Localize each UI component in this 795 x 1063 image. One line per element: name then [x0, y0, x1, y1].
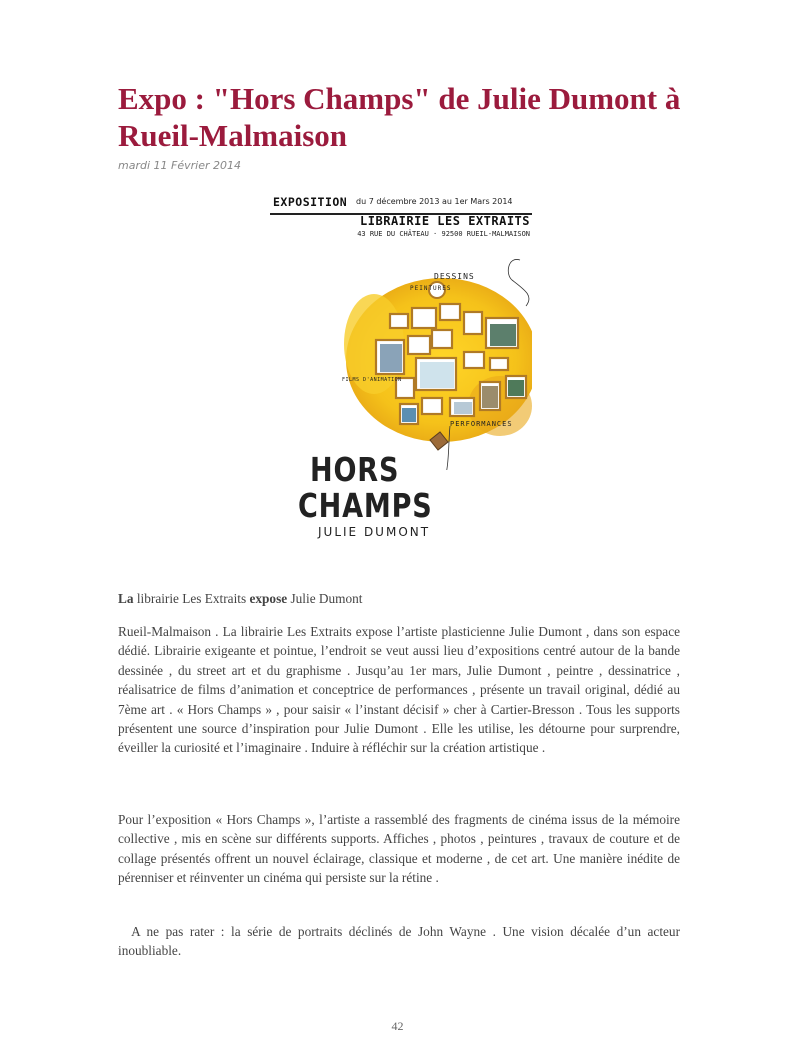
poster-title-champs: CHAMPS [298, 486, 433, 525]
caption-bold-la: La [118, 591, 134, 606]
poster-exposition-label: EXPOSITION [273, 195, 348, 209]
caption-text-1: librairie Les Extraits [133, 591, 250, 606]
poster-librairie: LIBRAIRIE LES EXTRAITS [360, 214, 530, 228]
poster-artist-name: JULIE DUMONT [318, 525, 431, 539]
poster-label-dessins: DESSINS [434, 272, 475, 281]
poster-label-films: FILMS D'ANIMATION [342, 377, 402, 383]
exhibition-poster [270, 192, 534, 568]
paragraph-highlight: A ne pas rater : la série de portraits déclinés de John Wayne . Une vision décalée d’un acteur inoubliable. [118, 924, 684, 959]
caption-bold-expose: expose [249, 591, 288, 606]
poster-label-peintures: PEINTURES [410, 285, 452, 292]
page-number: 42 [391, 1019, 404, 1033]
poster-address: 43 RUE DU CHÂTEAU · 92500 RUEIL-MALMAISON [357, 230, 530, 238]
post-date: mardi 11 Février 2014 [118, 159, 241, 172]
paragraph-intro: Rueil-Malmaison . La librairie Les Extraits expose l’artiste plasticienne Julie Dumont , dans son espace dédié. Librairie exigeante et pointue, l’endroit se veut aussi lieu d’expositions centré autour de la bande dessinée , du street art et du graphisme . Jusqu’au 1er mars, Julie Dumont , peintre , dessinatrice , réalisatrice de films d’animation et conceptrice de performances , présente un travail original, dédié au 7ème art . « Hors Champs » , pour saisir « l’instant décisif » cher à Cartier-Bresson . Tous les supports présentent une source d’inspiration pour Julie Dumont . Elle les utilise, les détourne pour surprendre, éveiller la curiosité et l’imaginaire . Induire à réfléchir sur la création artistique . [118, 624, 680, 756]
poster-label-performances: PERFORMANCES [450, 420, 513, 428]
paragraph-exhibition: Pour l’exposition « Hors Champs », l’artiste a rassemblé des fragments de cinéma issus de la mémoire collective , mis en scène sur différents supports. Affiches , photos , peintures , travaux de couture et de collage présentés offrent un nouvel éclairage, classique et moderne , de cet art. Une manière inédite de pérenniser et réinventer un cinéma qui persiste sur la rétine . [118, 812, 680, 886]
poster-title-hors: HORS [310, 450, 400, 489]
poster-dates: du 7 décembre 2013 au 1er Mars 2014 [356, 197, 513, 206]
caption-text-2: Julie Dumont [287, 591, 363, 606]
post-title: Expo : "Hors Champs" de Julie Dumont à Rueil-Malmaison [118, 81, 681, 153]
image-caption [118, 589, 680, 608]
